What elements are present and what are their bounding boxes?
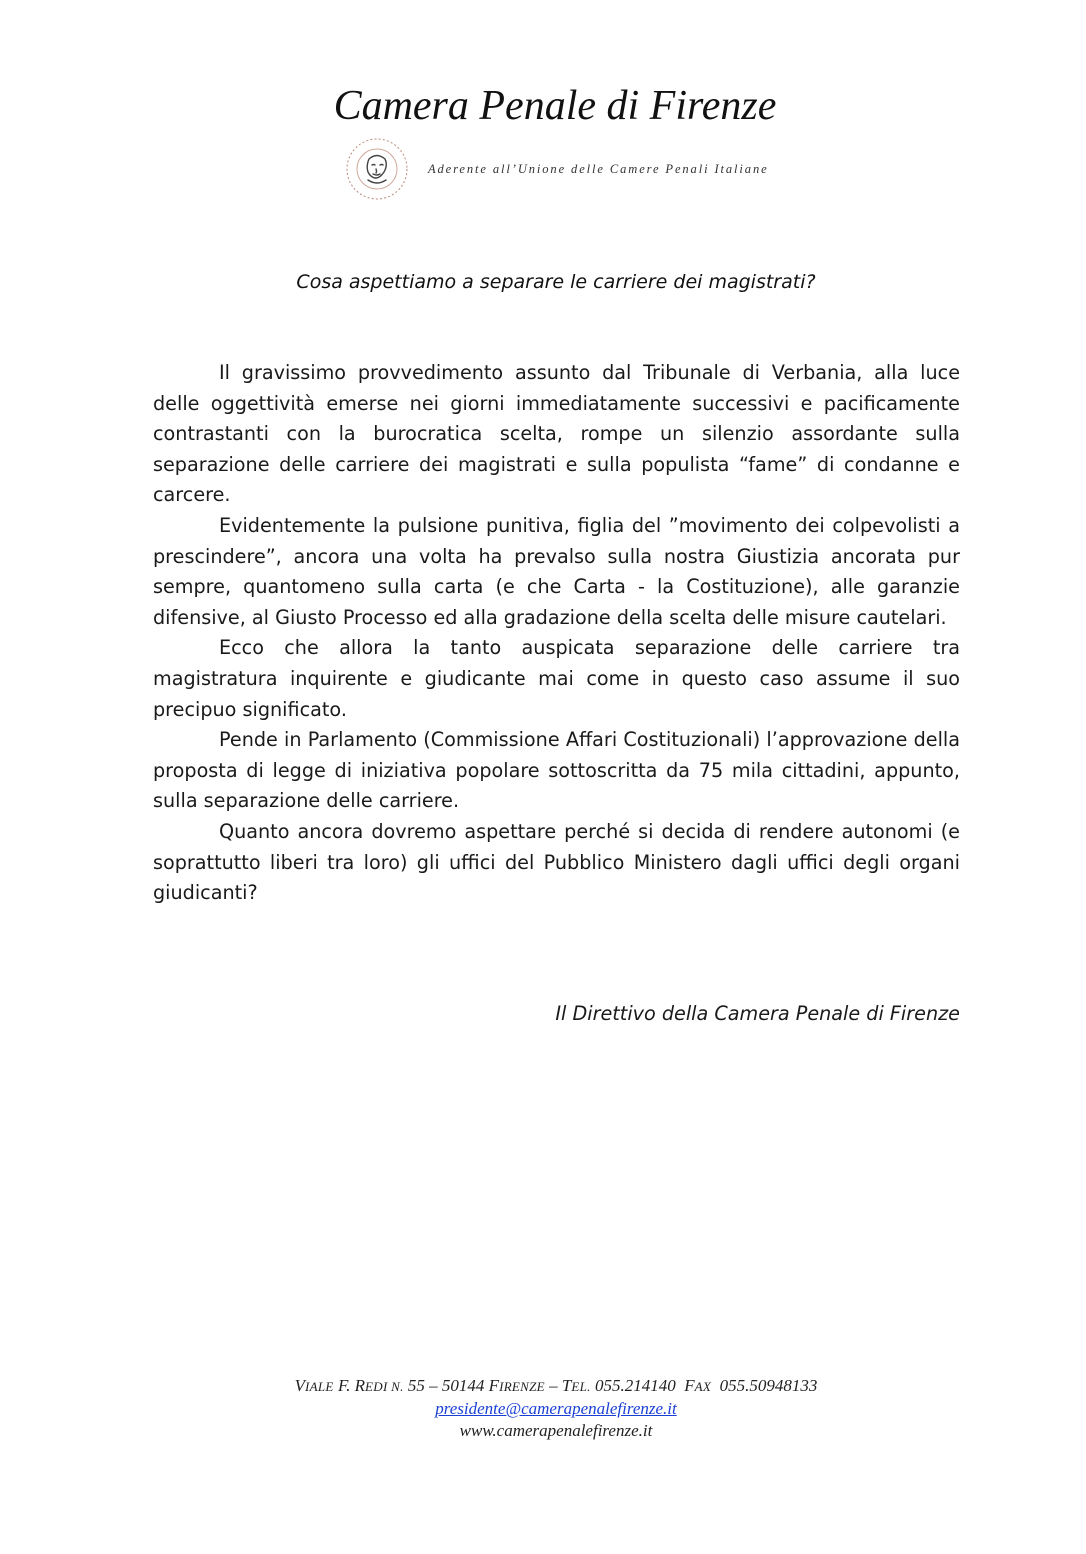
address-part: F bbox=[488, 1376, 500, 1395]
body-paragraph: Il gravissimo provvedimento assunto dal Tribunale di Verbania, alla luce delle oggettività emerse nei giorni immediatamente successivi e pacificamente contrastanti con la burocratica scelta, rompe un silenzio assordante sulla separazione delle carriere dei magistrati e sulla populista “fame” di condanne e carcere. bbox=[153, 361, 960, 507]
document-body bbox=[153, 358, 960, 909]
header-seal-row bbox=[338, 136, 769, 202]
address-part: F. bbox=[333, 1376, 355, 1395]
document-title: Cosa aspettiamo a separare le carriere dei magistrati? bbox=[296, 271, 816, 293]
address-part: 055.50948133 bbox=[711, 1376, 818, 1395]
address-part: F bbox=[684, 1376, 695, 1395]
lelio-giunti-seal-icon bbox=[338, 136, 416, 202]
address-part: 55 – 50144 bbox=[403, 1376, 489, 1395]
address-part: T bbox=[561, 1376, 572, 1395]
footer-email-line bbox=[0, 1398, 1086, 1420]
footer-website: www.camerapenalefirenze.it bbox=[459, 1421, 653, 1440]
address-part: EDI bbox=[365, 1379, 388, 1394]
address-part: AX bbox=[694, 1379, 712, 1394]
address-part: R bbox=[354, 1376, 366, 1395]
footer bbox=[0, 1375, 1086, 1442]
address-part: V bbox=[294, 1376, 306, 1395]
address-part: 055.214140 bbox=[590, 1376, 685, 1395]
address-part: IRENZE bbox=[499, 1379, 545, 1394]
email-link[interactable]: presidente@camerapenalefirenze.it bbox=[435, 1399, 677, 1418]
address-part: – bbox=[544, 1376, 562, 1395]
body-paragraph: Evidentemente la pulsione punitiva, figlia del ”movimento dei colpevolisti a prescindere”, ancora una volta ha prevalso sulla nostra Giustizia ancorata pur sempre, quantomeno sulla carta (e che Carta - la Costituzione), alle garanzie difensive, al Giusto Processo ed alla gradazione della scelta delle misure cautelari. bbox=[153, 513, 960, 629]
address-part: IALE bbox=[305, 1379, 334, 1394]
footer-address bbox=[0, 1375, 1086, 1398]
body-paragraph: Quanto ancora dovremo aspettare perché si decida di rendere autonomi (e soprattutto liberi tra loro) gli uffici del Pubblico Ministero dagli uffici degli organi giudicanti? bbox=[153, 819, 960, 905]
signature: Il Direttivo della Camera Penale di Firenze bbox=[555, 1002, 960, 1025]
address-part: EL. bbox=[571, 1379, 591, 1394]
address-part: N. bbox=[387, 1379, 404, 1394]
body-paragraph: Ecco che allora la tanto auspicata separazione delle carriere tra magistratura inquirente e giudicante mai come in questo caso assume il suo precipuo significato. bbox=[153, 636, 960, 721]
org-title: Camera Penale di Firenze bbox=[333, 83, 777, 129]
body-paragraph: Pende in Parlamento (Commissione Affari Costituzionali) l’approvazione della proposta di legge di iniziativa popolare sottoscritta da 75 mila cittadini, appunto, sulla separazione delle carriere. bbox=[153, 728, 960, 813]
affiliation-text: Aderente all’Unione delle Camere Penali Italiane bbox=[428, 161, 769, 176]
